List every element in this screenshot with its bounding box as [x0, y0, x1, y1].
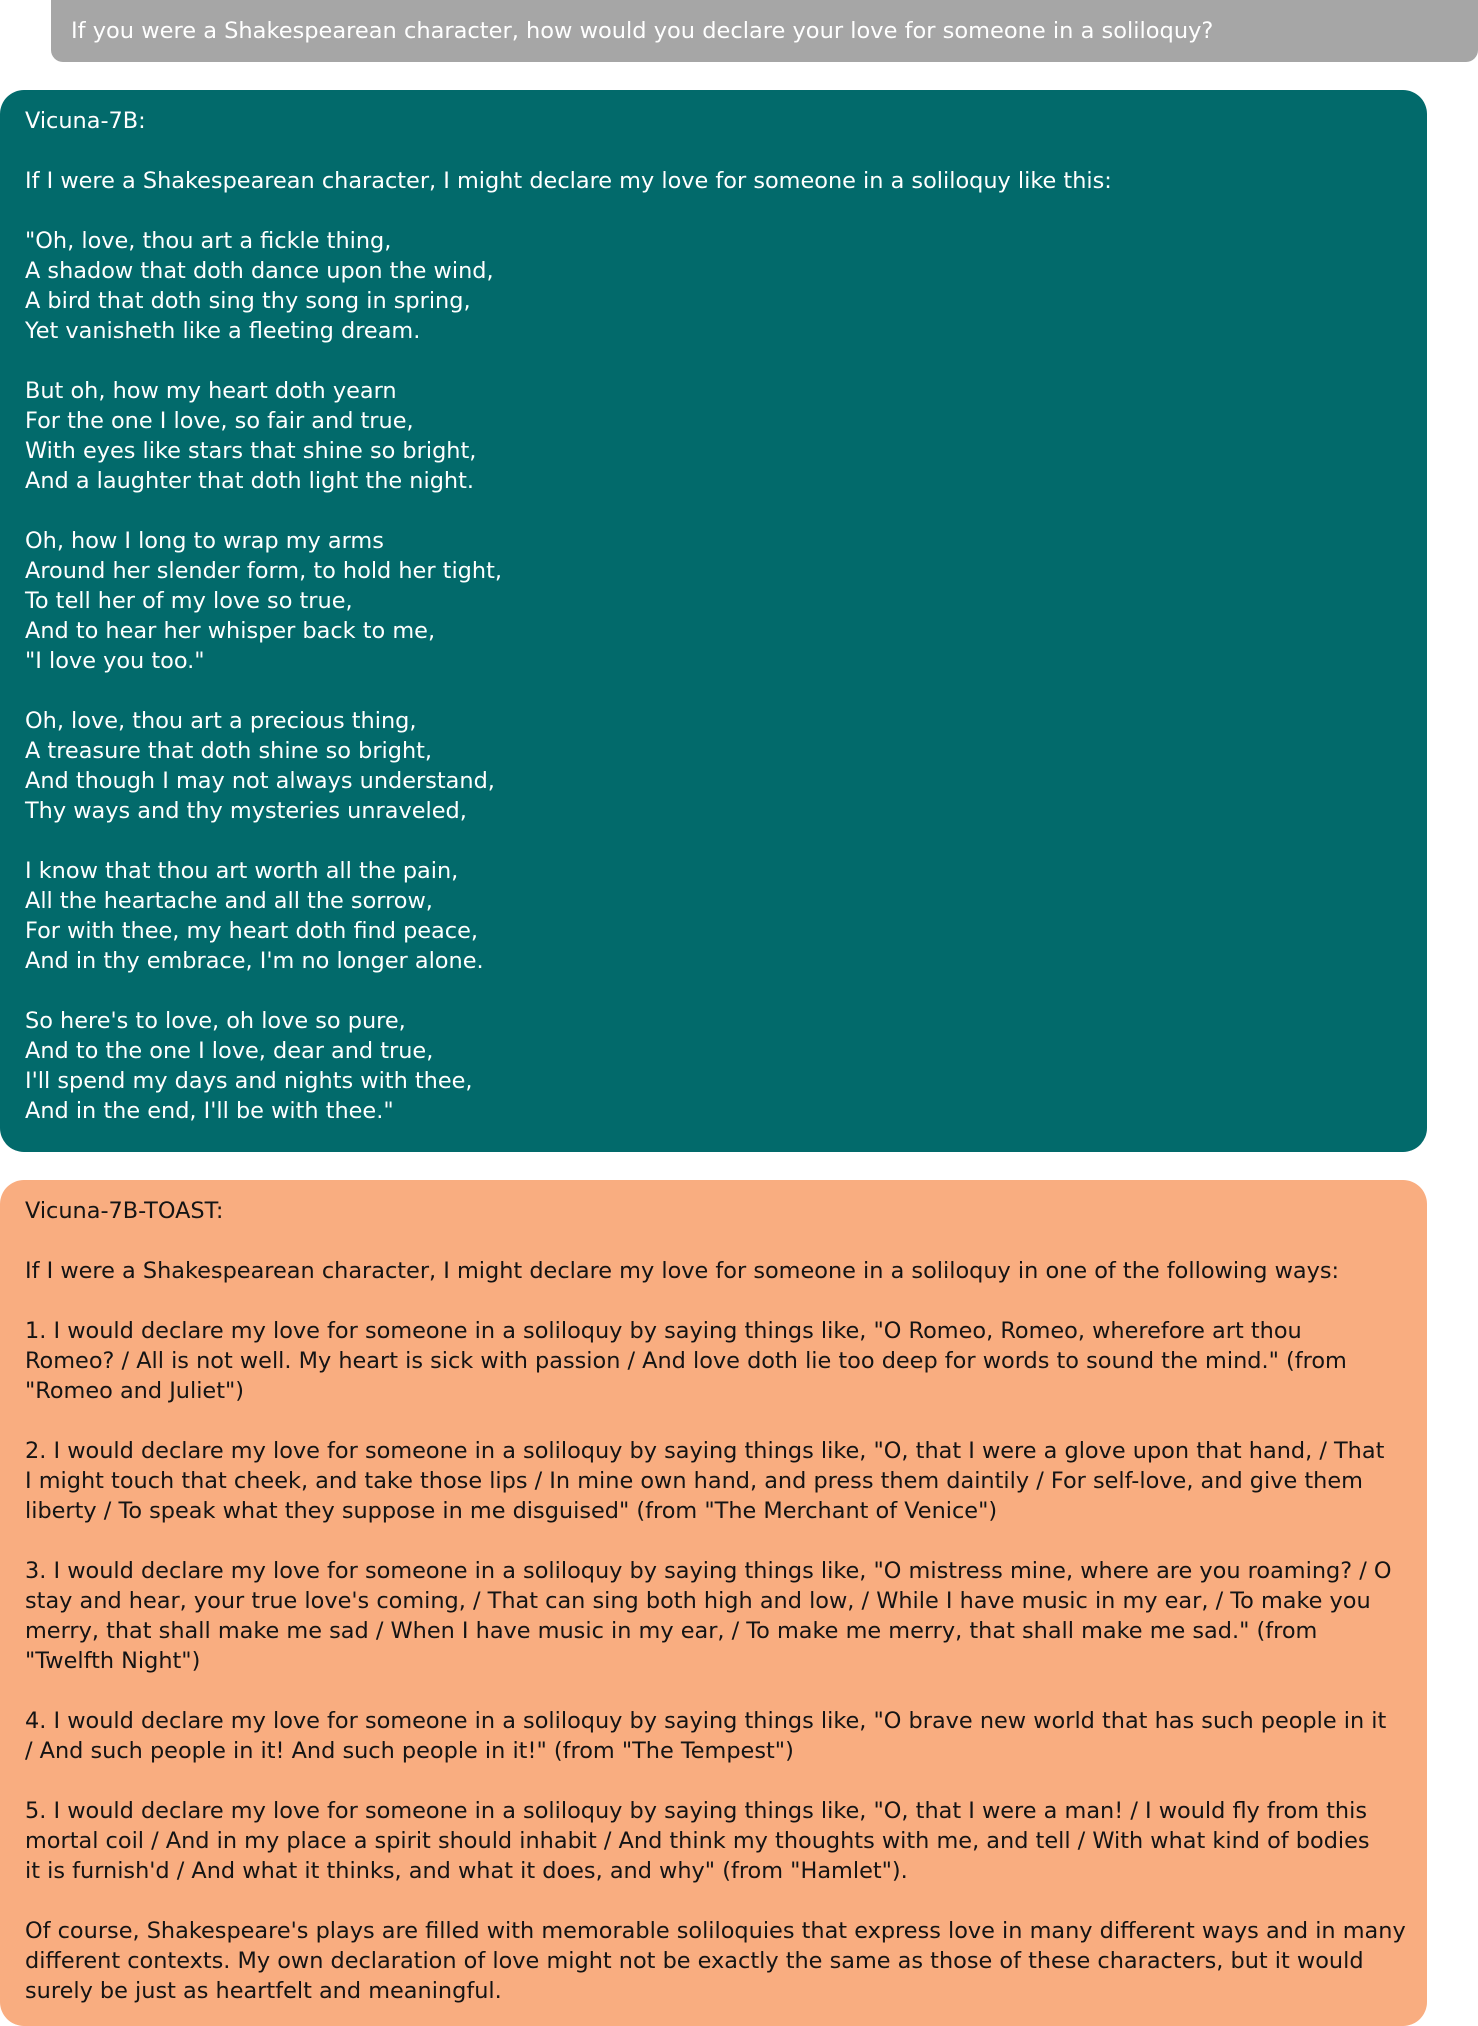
paragraph-line: 3. I would declare my love for someone in a soliloquy by saying things like, "O mistress mine, where are you roaming? / O [25, 1558, 1392, 1584]
poem-stanza [25, 226, 1402, 346]
vicuna-response-card [0, 90, 1427, 1152]
poem-line: "I love you too." [25, 648, 205, 674]
paragraph-line: stay and hear, your true love's coming, / That can sing both high and low, / While I have music in my ear, / To make you [25, 1588, 1371, 1614]
poem-stanza [25, 856, 1402, 976]
paragraph-line: 5. I would declare my love for someone in a soliloquy by saying things like, "O, that I were a man! / I would fly from this [25, 1798, 1368, 1824]
poem-line: Around her slender form, to hold her tight, [25, 558, 502, 584]
prompt-bubble [51, 0, 1478, 62]
paragraph-line: liberty / To speak what they suppose in me disguised" (from "The Merchant of Venice") [25, 1498, 998, 1524]
toast-paragraph [25, 1796, 1402, 1886]
poem-line: Thy ways and thy mysteries unraveled, [25, 798, 467, 824]
paragraph-line: 2. I would declare my love for someone in a soliloquy by saying things like, "O, that I were a glove upon that hand, / That [25, 1438, 1385, 1464]
paragraph-line: / And such people in it! And such people in it!" (from "The Tempest") [25, 1738, 794, 1764]
poem-line: And a laughter that doth light the night. [25, 468, 474, 494]
poem-line: All the heartache and all the sorrow, [25, 888, 433, 914]
toast-paragraph [25, 1706, 1402, 1766]
poem-line: And though I may not always understand, [25, 768, 495, 794]
paragraph-line: different contexts. My own declaration of love might not be exactly the same as those of these characters, but it would [25, 1948, 1364, 1974]
poem-line: And to the one I love, dear and true, [25, 1038, 434, 1064]
poem-line: "Oh, love, thou art a fickle thing, [25, 228, 392, 254]
poem-line: And in thy embrace, I'm no longer alone. [25, 948, 484, 974]
poem-line: I know that thou art worth all the pain, [25, 858, 459, 884]
poem-line: Oh, how I long to wrap my arms [25, 528, 384, 554]
poem-line: But oh, how my heart doth yearn [25, 378, 397, 404]
poem-line: A bird that doth sing thy song in spring, [25, 288, 471, 314]
poem-line: To tell her of my love so true, [25, 588, 353, 614]
poem-line: For the one I love, so fair and true, [25, 408, 414, 434]
toast-response-card [0, 1180, 1427, 2026]
poem-stanza [25, 706, 1402, 826]
vicuna-poem [25, 226, 1402, 1126]
poem-line: With eyes like stars that shine so bright, [25, 438, 477, 464]
prompt-text: If you were a Shakespearean character, how would you declare your love for someone in a soliloquy? [71, 18, 1214, 44]
vicuna-title: Vicuna-7B: [25, 108, 146, 134]
poem-line: I'll spend my days and nights with thee, [25, 1068, 473, 1094]
paragraph-line: I might touch that cheek, and take those lips / In mine own hand, and press them daintily / For self-love, and give them [25, 1468, 1363, 1494]
poem-line: For with thee, my heart doth find peace, [25, 918, 478, 944]
toast-intro: If I were a Shakespearean character, I might declare my love for someone in a soliloquy in one of the following ways: [25, 1258, 1340, 1284]
toast-paragraph [25, 1916, 1406, 2006]
poem-line: And in the end, I'll be with thee." [25, 1098, 394, 1124]
toast-title: Vicuna-7B-TOAST: [25, 1198, 224, 1224]
toast-paragraph [25, 1316, 1402, 1406]
toast-list [25, 1316, 1406, 2006]
poem-line: And to hear her whisper back to me, [25, 618, 436, 644]
poem-line: A treasure that doth shine so bright, [25, 738, 433, 764]
paragraph-line: "Romeo and Juliet") [25, 1378, 245, 1404]
paragraph-line: merry, that shall make me sad / When I have music in my ear, / To make me merry, that shall make me sad." (from [25, 1618, 1318, 1644]
paragraph-line: it is furnish'd / And what it thinks, and what it does, and why" (from "Hamlet"). [25, 1858, 908, 1884]
poem-line: Oh, love, thou art a precious thing, [25, 708, 417, 734]
paragraph-line: "Twelfth Night") [25, 1648, 201, 1674]
paragraph-line: Of course, Shakespeare's plays are filled with memorable soliloquies that express love in many different ways and in many [25, 1918, 1406, 1944]
poem-line: So here's to love, oh love so pure, [25, 1008, 406, 1034]
poem-stanza [25, 526, 1402, 676]
paragraph-line: mortal coil / And in my place a spirit should inhabit / And think my thoughts with me, and tell / With what kind of bodies [25, 1828, 1370, 1854]
toast-paragraph [25, 1556, 1402, 1676]
toast-paragraph [25, 1436, 1402, 1526]
poem-stanza [25, 1006, 1402, 1126]
poem-line: A shadow that doth dance upon the wind, [25, 258, 494, 284]
poem-stanza [25, 376, 1402, 496]
paragraph-line: surely be just as heartfelt and meaningful. [25, 1978, 502, 2004]
poem-line: Yet vanisheth like a fleeting dream. [25, 318, 421, 344]
paragraph-line: 4. I would declare my love for someone in a soliloquy by saying things like, "O brave new world that has such people in it [25, 1708, 1387, 1734]
paragraph-line: 1. I would declare my love for someone in a soliloquy by saying things like, "O Romeo, Romeo, wherefore art thou [25, 1318, 1302, 1344]
vicuna-intro: If I were a Shakespearean character, I might declare my love for someone in a soliloquy like this: [25, 168, 1112, 194]
paragraph-line: Romeo? / All is not well. My heart is sick with passion / And love doth lie too deep for words to sound the mind." (from [25, 1348, 1347, 1374]
